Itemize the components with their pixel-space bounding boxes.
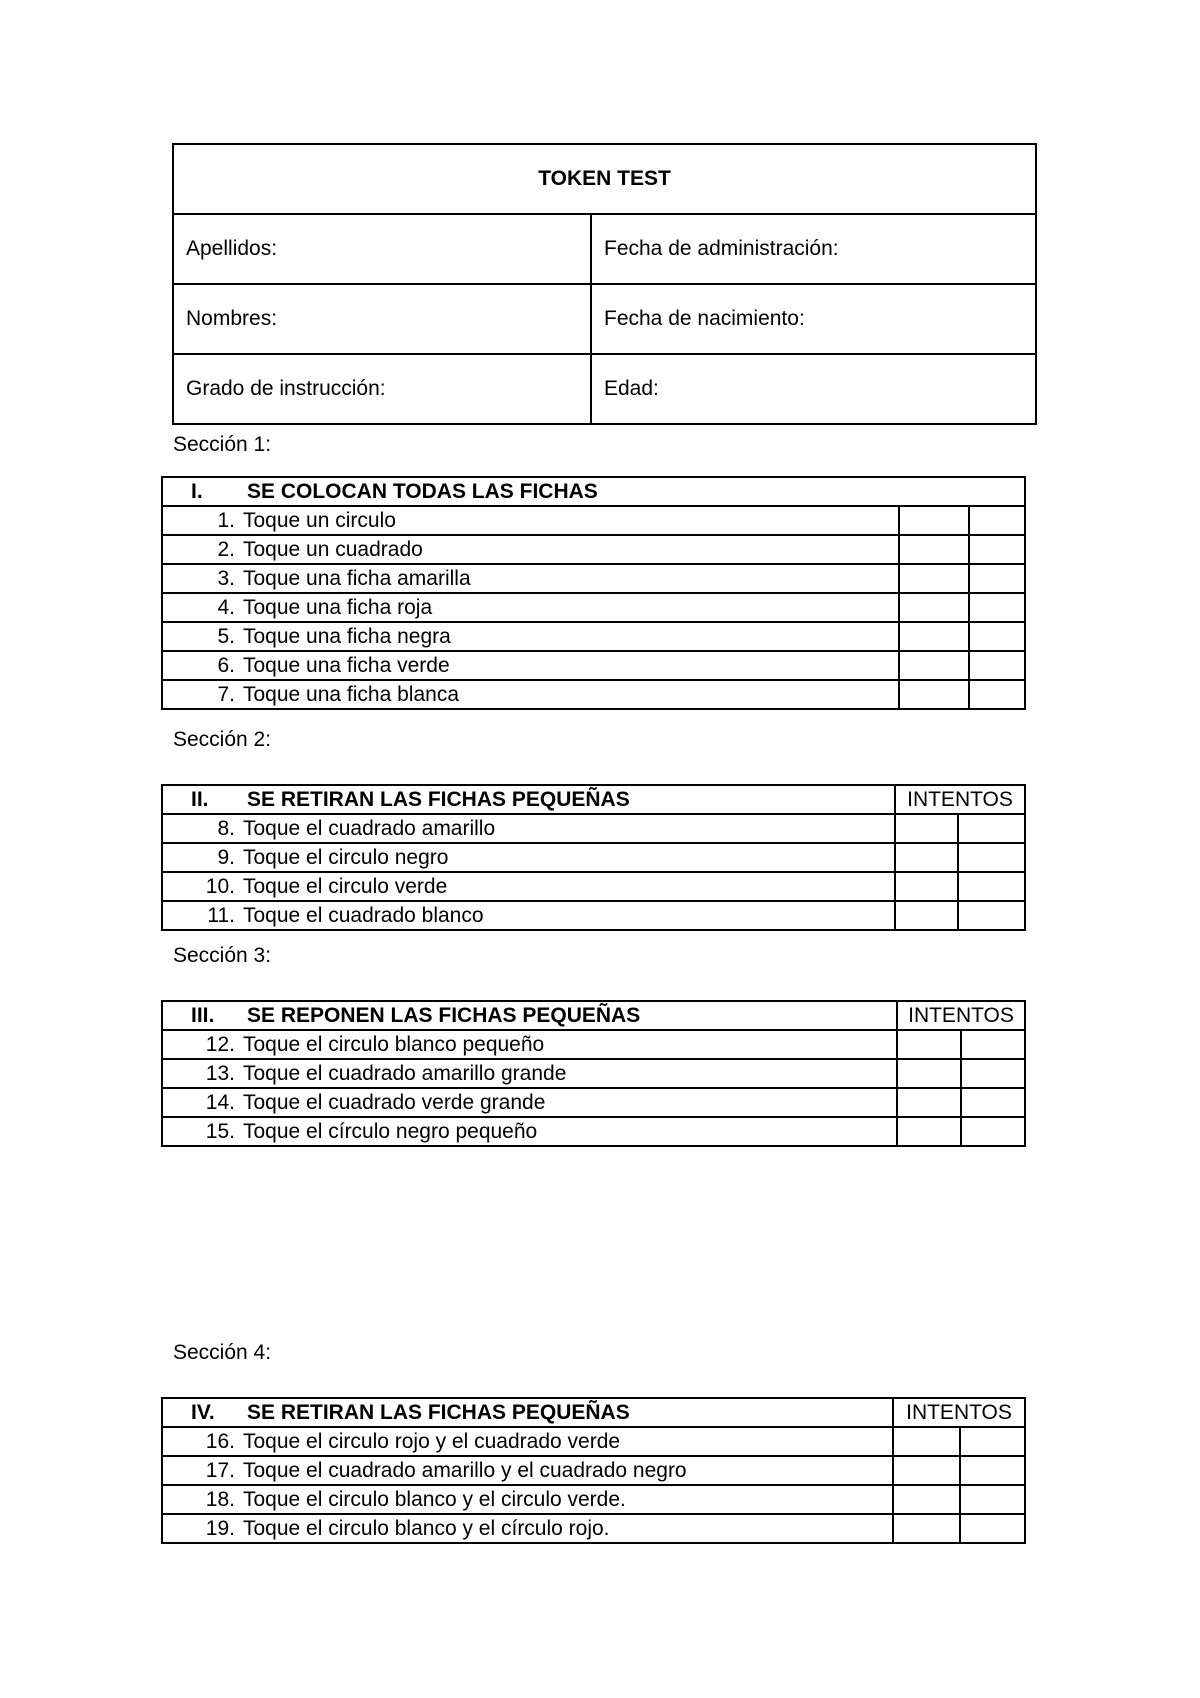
attempt-checkbox-cell[interactable] bbox=[893, 1514, 960, 1543]
item-text: Toque el círculo negro pequeño bbox=[243, 1120, 538, 1143]
attempt-checkbox-cell[interactable] bbox=[895, 814, 958, 843]
attempt-checkbox-cell[interactable] bbox=[899, 680, 969, 709]
item-text: Toque una ficha blanca bbox=[243, 683, 459, 706]
section-3-title: SE REPONEN LAS FICHAS PEQUEÑAS bbox=[247, 1004, 641, 1027]
attempt-checkbox-cell[interactable] bbox=[897, 1030, 961, 1059]
item-text: Toque una ficha amarilla bbox=[243, 567, 471, 590]
item-number: 6. bbox=[217, 654, 235, 677]
table-row bbox=[162, 1088, 1025, 1117]
item-text: Toque una ficha roja bbox=[243, 596, 433, 619]
section-1-roman: I. bbox=[191, 480, 203, 503]
section-4-roman: IV. bbox=[191, 1401, 215, 1424]
table-row bbox=[162, 1485, 1025, 1514]
edad-field: Edad: bbox=[591, 354, 1036, 424]
item-cell bbox=[162, 651, 899, 680]
section-2-intentos-header: INTENTOS bbox=[895, 785, 1025, 814]
item-text: Toque el circulo negro bbox=[243, 846, 449, 869]
attempt-checkbox-cell[interactable] bbox=[969, 593, 1025, 622]
attempt-checkbox-cell[interactable] bbox=[899, 593, 969, 622]
table-row bbox=[162, 622, 1025, 651]
item-number: 3. bbox=[217, 567, 235, 590]
item-number: 12. bbox=[205, 1033, 235, 1056]
item-number: 10. bbox=[205, 875, 235, 898]
item-cell bbox=[162, 593, 899, 622]
table-row bbox=[162, 843, 1025, 872]
header-form-table bbox=[172, 143, 1037, 425]
nombres-field: Nombres: bbox=[173, 284, 591, 354]
item-text: Toque el circulo verde bbox=[243, 875, 448, 898]
item-cell bbox=[162, 1117, 897, 1146]
item-text: Toque el circulo blanco y el círculo rojo. bbox=[243, 1517, 610, 1540]
attempt-checkbox-cell[interactable] bbox=[895, 843, 958, 872]
item-number: 14. bbox=[205, 1091, 235, 1114]
table-row bbox=[162, 1427, 1025, 1456]
attempt-checkbox-cell[interactable] bbox=[961, 1117, 1025, 1146]
section-1-title: SE COLOCAN TODAS LAS FICHAS bbox=[247, 480, 598, 503]
table-row bbox=[162, 1456, 1025, 1485]
attempt-checkbox-cell[interactable] bbox=[969, 622, 1025, 651]
item-text: Toque un circulo bbox=[243, 509, 396, 532]
table-row bbox=[162, 564, 1025, 593]
item-cell bbox=[162, 843, 895, 872]
item-cell bbox=[162, 1088, 897, 1117]
section-4-label: Sección 4: bbox=[173, 1341, 272, 1364]
item-cell bbox=[162, 680, 899, 709]
table-row bbox=[162, 814, 1025, 843]
attempt-checkbox-cell[interactable] bbox=[969, 535, 1025, 564]
item-cell bbox=[162, 1456, 893, 1485]
item-cell bbox=[162, 564, 899, 593]
section-2-label: Sección 2: bbox=[173, 728, 272, 751]
apellidos-field: Apellidos: bbox=[173, 214, 591, 284]
attempt-checkbox-cell[interactable] bbox=[895, 872, 958, 901]
attempt-checkbox-cell[interactable] bbox=[899, 564, 969, 593]
attempt-checkbox-cell[interactable] bbox=[893, 1427, 960, 1456]
item-number: 11. bbox=[207, 904, 235, 927]
item-number: 9. bbox=[217, 846, 235, 869]
section-3-label: Sección 3: bbox=[173, 944, 272, 967]
section-3-table bbox=[161, 1000, 1026, 1147]
item-text: Toque una ficha verde bbox=[243, 654, 450, 677]
item-number: 13. bbox=[205, 1062, 235, 1085]
item-number: 2. bbox=[217, 538, 235, 561]
section-4-intentos-header: INTENTOS bbox=[893, 1398, 1025, 1427]
item-number: 16. bbox=[205, 1430, 235, 1453]
item-text: Toque el circulo blanco y el circulo verde. bbox=[243, 1488, 626, 1511]
item-number: 17. bbox=[205, 1459, 235, 1482]
attempt-checkbox-cell[interactable] bbox=[961, 1088, 1025, 1117]
attempt-checkbox-cell[interactable] bbox=[969, 564, 1025, 593]
section-2-roman: II. bbox=[191, 788, 209, 811]
attempt-checkbox-cell[interactable] bbox=[893, 1485, 960, 1514]
attempt-checkbox-cell[interactable] bbox=[899, 535, 969, 564]
fecha-administracion-field: Fecha de administración: bbox=[591, 214, 1036, 284]
table-row bbox=[162, 901, 1025, 930]
attempt-checkbox-cell[interactable] bbox=[958, 843, 1025, 872]
fecha-nacimiento-field: Fecha de nacimiento: bbox=[591, 284, 1036, 354]
attempt-checkbox-cell[interactable] bbox=[960, 1456, 1025, 1485]
section-2-title: SE RETIRAN LAS FICHAS PEQUEÑAS bbox=[247, 788, 630, 811]
item-number: 8. bbox=[217, 817, 235, 840]
table-row bbox=[162, 1059, 1025, 1088]
table-row bbox=[162, 872, 1025, 901]
item-number: 1. bbox=[217, 509, 235, 532]
attempt-checkbox-cell[interactable] bbox=[969, 651, 1025, 680]
attempt-checkbox-cell[interactable] bbox=[969, 506, 1025, 535]
attempt-checkbox-cell[interactable] bbox=[960, 1514, 1025, 1543]
item-cell bbox=[162, 1059, 897, 1088]
attempt-checkbox-cell[interactable] bbox=[897, 1059, 961, 1088]
attempt-checkbox-cell[interactable] bbox=[961, 1030, 1025, 1059]
item-number: 15. bbox=[205, 1120, 235, 1143]
table-row bbox=[162, 680, 1025, 709]
table-row bbox=[162, 651, 1025, 680]
item-cell bbox=[162, 622, 899, 651]
attempt-checkbox-cell[interactable] bbox=[969, 680, 1025, 709]
item-number: 4. bbox=[217, 596, 235, 619]
item-cell bbox=[162, 506, 899, 535]
attempt-checkbox-cell[interactable] bbox=[899, 651, 969, 680]
attempt-checkbox-cell[interactable] bbox=[958, 872, 1025, 901]
table-row bbox=[162, 593, 1025, 622]
attempt-checkbox-cell[interactable] bbox=[899, 506, 969, 535]
item-text: Toque una ficha negra bbox=[243, 625, 451, 648]
section-3-roman: III. bbox=[191, 1004, 215, 1027]
item-text: Toque el cuadrado amarillo y el cuadrado negro bbox=[243, 1459, 687, 1482]
section-3-heading bbox=[162, 1001, 897, 1030]
item-number: 18. bbox=[205, 1488, 235, 1511]
form-title: TOKEN TEST bbox=[173, 144, 1036, 214]
item-text: Toque un cuadrado bbox=[243, 538, 423, 561]
table-row bbox=[162, 1030, 1025, 1059]
attempt-checkbox-cell[interactable] bbox=[958, 814, 1025, 843]
attempt-checkbox-cell[interactable] bbox=[899, 622, 969, 651]
item-cell bbox=[162, 1514, 893, 1543]
attempt-checkbox-cell[interactable] bbox=[895, 901, 958, 930]
section-4-table bbox=[161, 1397, 1026, 1544]
item-text: Toque el circulo blanco pequeño bbox=[243, 1033, 545, 1056]
item-text: Toque el cuadrado amarillo bbox=[243, 817, 496, 840]
item-cell bbox=[162, 535, 899, 564]
item-text: Toque el circulo rojo y el cuadrado verde bbox=[243, 1430, 621, 1453]
table-row bbox=[162, 506, 1025, 535]
item-cell bbox=[162, 814, 895, 843]
attempt-checkbox-cell[interactable] bbox=[961, 1059, 1025, 1088]
section-4-title: SE RETIRAN LAS FICHAS PEQUEÑAS bbox=[247, 1401, 630, 1424]
section-1-heading bbox=[162, 477, 1025, 506]
item-number: 5. bbox=[217, 625, 235, 648]
section-1-table bbox=[161, 476, 1026, 710]
item-number: 7. bbox=[217, 683, 235, 706]
table-row bbox=[162, 535, 1025, 564]
table-row bbox=[162, 1514, 1025, 1543]
item-text: Toque el cuadrado amarillo grande bbox=[243, 1062, 567, 1085]
section-2-table bbox=[161, 784, 1026, 931]
section-3-intentos-header: INTENTOS bbox=[897, 1001, 1025, 1030]
item-cell bbox=[162, 1030, 897, 1059]
item-text: Toque el cuadrado blanco bbox=[243, 904, 484, 927]
attempt-checkbox-cell[interactable] bbox=[958, 901, 1025, 930]
section-4-heading bbox=[162, 1398, 893, 1427]
item-cell bbox=[162, 1485, 893, 1514]
item-text: Toque el cuadrado verde grande bbox=[243, 1091, 546, 1114]
item-number: 19. bbox=[205, 1517, 235, 1540]
section-2-heading bbox=[162, 785, 895, 814]
attempt-checkbox-cell[interactable] bbox=[897, 1117, 961, 1146]
attempt-checkbox-cell[interactable] bbox=[960, 1427, 1025, 1456]
attempt-checkbox-cell[interactable] bbox=[960, 1485, 1025, 1514]
section-1-label: Sección 1: bbox=[173, 433, 272, 456]
item-cell bbox=[162, 901, 895, 930]
item-cell bbox=[162, 872, 895, 901]
grado-instruccion-field: Grado de instrucción: bbox=[173, 354, 591, 424]
attempt-checkbox-cell[interactable] bbox=[893, 1456, 960, 1485]
attempt-checkbox-cell[interactable] bbox=[897, 1088, 961, 1117]
table-row bbox=[162, 1117, 1025, 1146]
item-cell bbox=[162, 1427, 893, 1456]
